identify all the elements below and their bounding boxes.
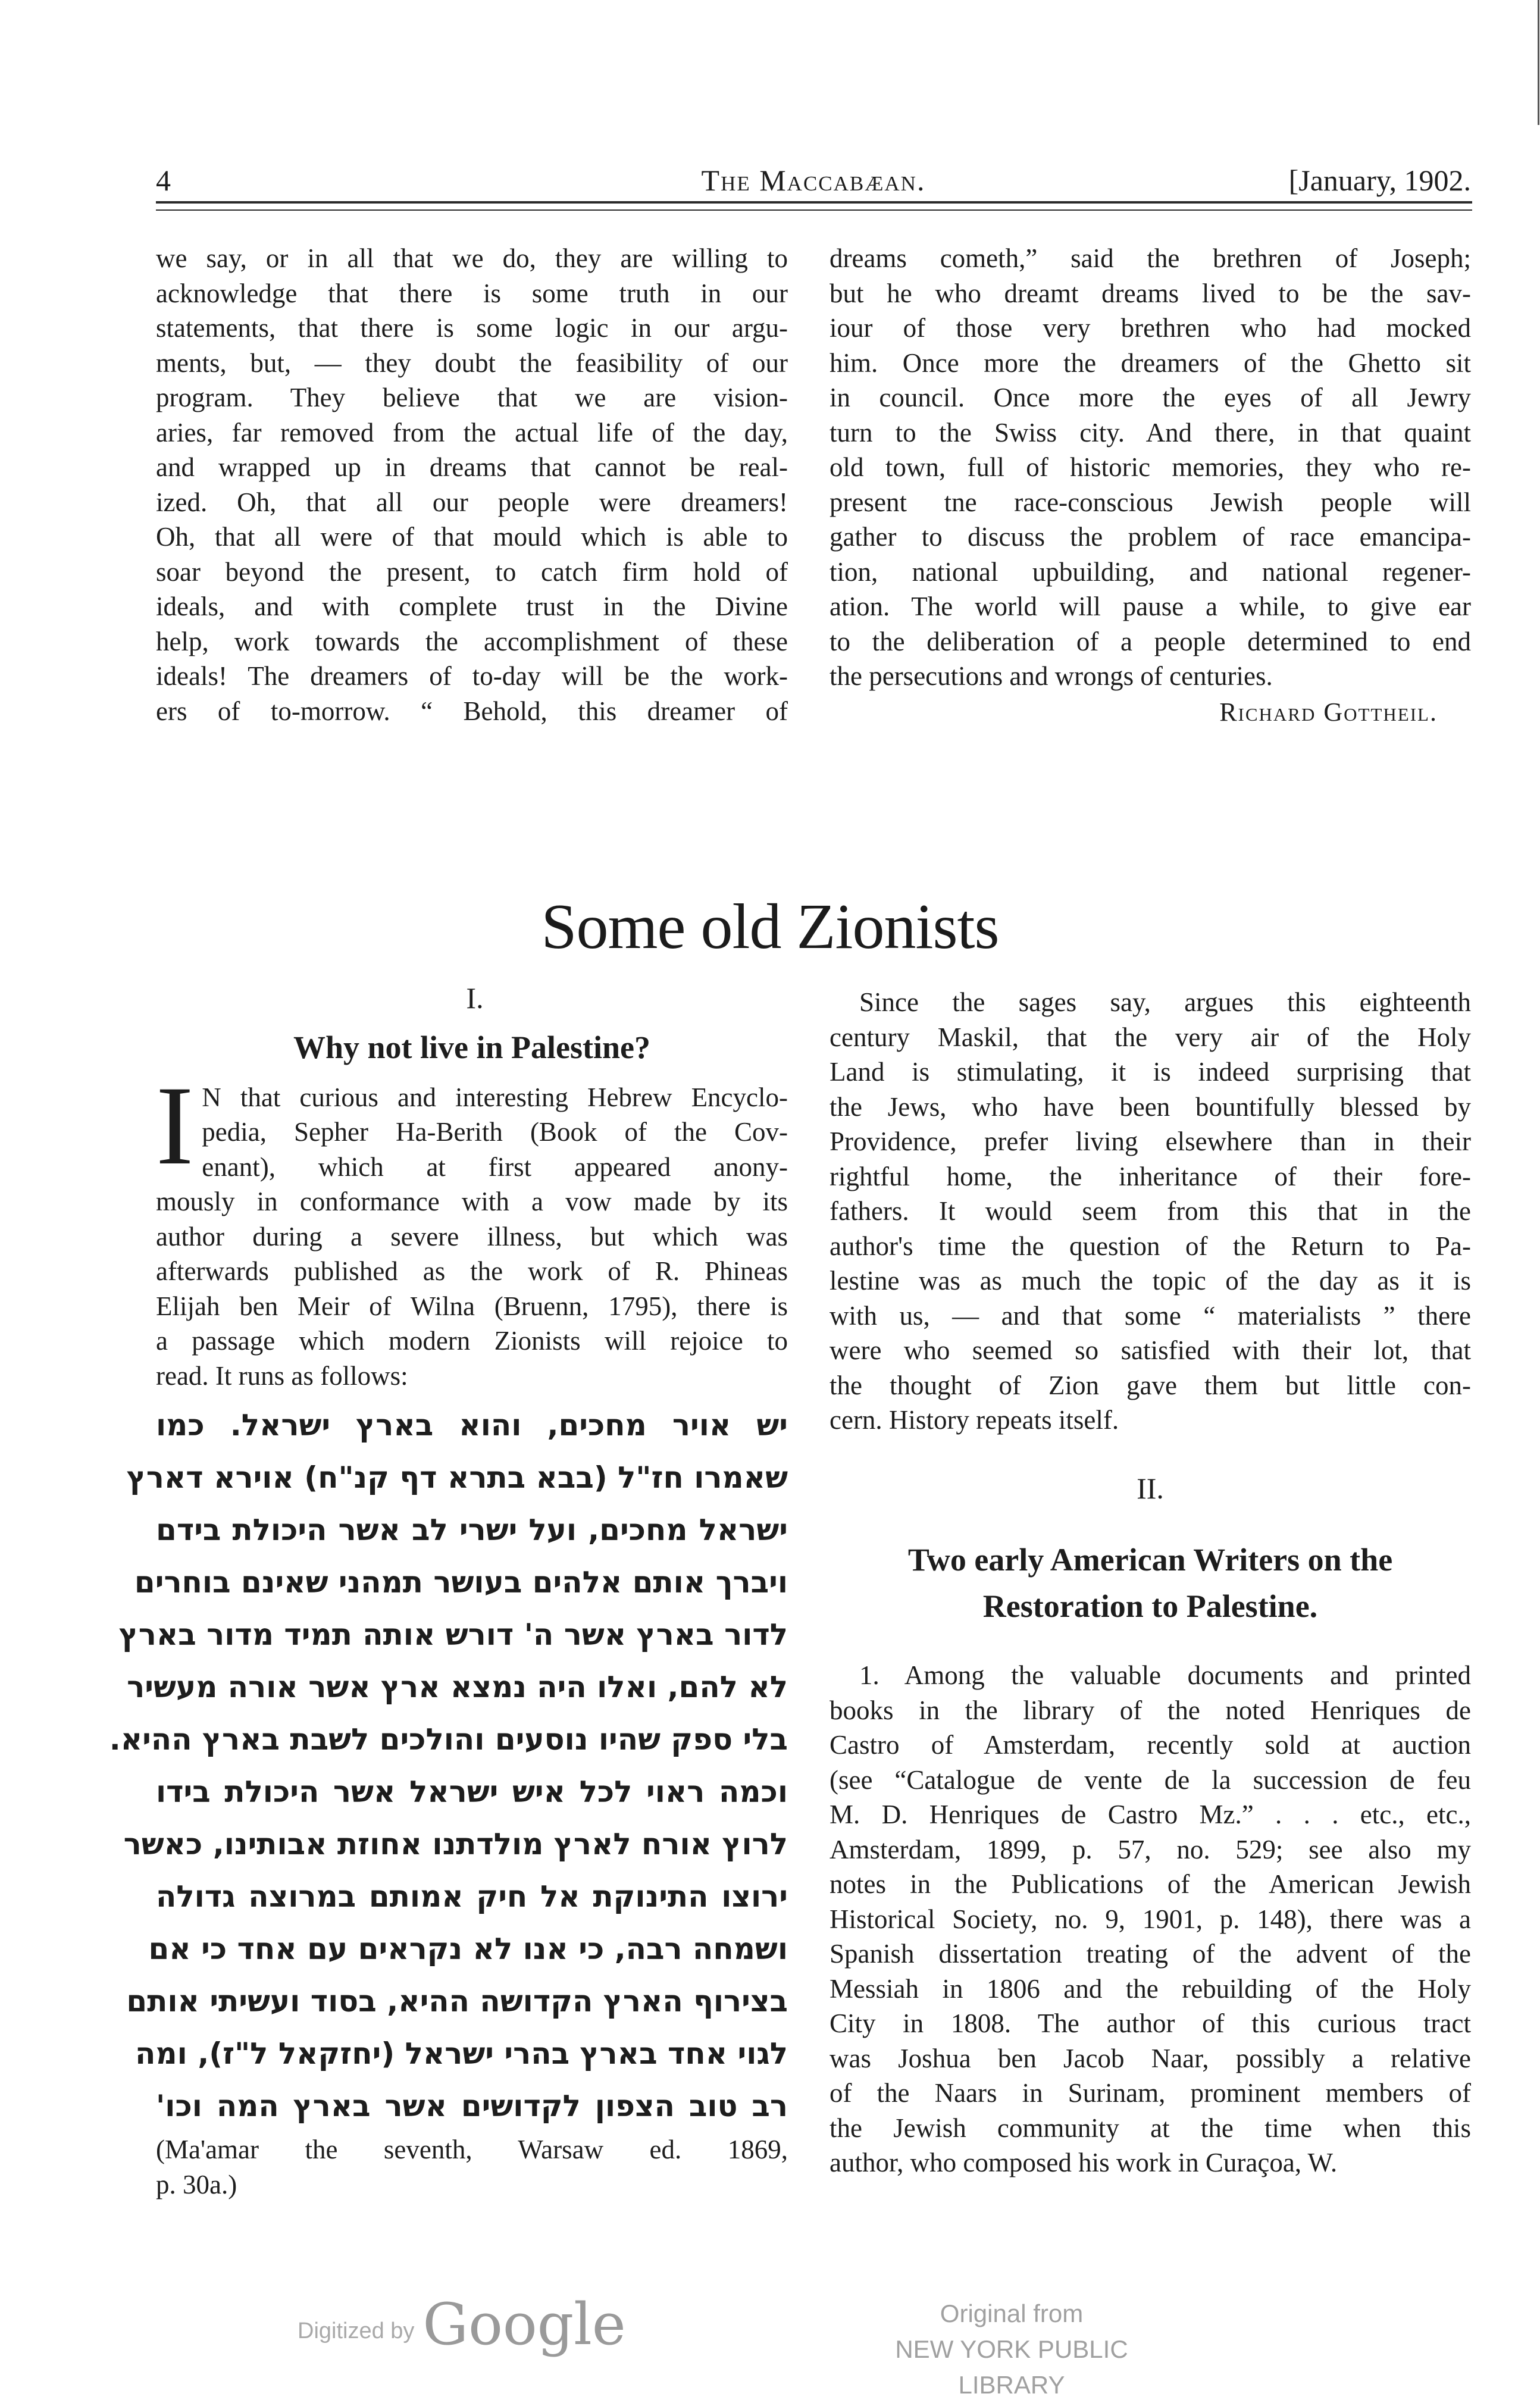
digitized-by-google bbox=[298, 2291, 626, 2358]
text-line: Elijah ben Meir of Wilna (Bruenn, 1795), there is bbox=[156, 1291, 788, 1321]
text-line: Historical Society, no. 9, 1901, p. 148), there was a bbox=[830, 1904, 1471, 1934]
text-line: City in 1808. The author of this curious tract bbox=[830, 2008, 1471, 2038]
text-line: Messiah in 1806 and the rebuilding of the Holy bbox=[830, 1973, 1471, 2004]
section-2-heading-line-2: Restoration to Palestine. bbox=[982, 1588, 1318, 1624]
original-from-label: Original from bbox=[940, 2299, 1084, 2327]
section-2-heading-line-1: Two early American Writers on the bbox=[907, 1542, 1393, 1578]
text-line: turn to the Swiss city. And there, in that quaint bbox=[830, 417, 1471, 448]
text-line: mously in conformance with a vow made by its bbox=[156, 1187, 788, 1216]
hebrew-line: ויברך אותם אלהים בעושר תמהני שאינם בוחרים bbox=[134, 1565, 788, 1600]
text-line: author during a severe illness, but which was bbox=[156, 1221, 788, 1251]
text-line: present tne race-conscious Jewish people will bbox=[830, 487, 1471, 517]
text-line: him. Once more the dreamers of the Ghetto sit bbox=[830, 348, 1471, 378]
section-1-numeral: I. bbox=[466, 981, 484, 1015]
text-line: of the Naars in Surinam, prominent members of bbox=[830, 2078, 1471, 2108]
text-line: Spanish dissertation treating of the advent of the bbox=[830, 1939, 1471, 1969]
running-header bbox=[156, 159, 1471, 201]
issue-date: [January, 1902. bbox=[1288, 164, 1471, 197]
text-line: author, who composed his work in Curaçoa, W. bbox=[830, 2148, 1338, 2177]
top-left-column bbox=[156, 241, 788, 728]
section-2-numeral: II. bbox=[1137, 1471, 1164, 1505]
text-line: Land is stimulating, it is indeed surprising that bbox=[830, 1057, 1471, 1087]
hebrew-line: לרוץ אורח לארץ מולדתנו אחוזת אבותינו, כאשר bbox=[123, 1827, 788, 1861]
text-line: century Maskil, that the very air of the Holy bbox=[830, 1022, 1471, 1052]
text-line: pedia, Sepher Ha-Berith (Book of the Cov- bbox=[202, 1117, 788, 1147]
intro-text bbox=[156, 1063, 788, 1394]
text-line: lestine was as much the topic of the day as it is bbox=[830, 1266, 1471, 1296]
text-line: to the deliberation of a people determined to end bbox=[830, 626, 1471, 656]
text-line: ized. Oh, that all our people were dreamers! bbox=[156, 487, 788, 517]
page-number: 4 bbox=[156, 164, 171, 197]
text-line: cern. History repeats itself. bbox=[830, 1405, 1119, 1435]
text-line: Amsterdam, 1899, p. 57, no. 529; see also my bbox=[830, 1834, 1471, 1864]
google-logo: Google bbox=[422, 2291, 626, 2358]
text-line: in council. Once more the eyes of all Jewry bbox=[830, 383, 1471, 412]
header-rule-thin bbox=[156, 209, 1472, 211]
citation-line: (Ma'amar the seventh, Warsaw ed. 1869, bbox=[156, 2135, 788, 2164]
text-line: and wrapped up in dreams that cannot be real- bbox=[156, 452, 788, 482]
section-1-column bbox=[109, 981, 788, 2202]
text-line: ments, but, — they doubt the feasibility of our bbox=[156, 348, 788, 378]
text-line: the Jewish community at the time when this bbox=[830, 2113, 1471, 2143]
page-edge-mark bbox=[1538, 0, 1539, 125]
hebrew-line: ושמחה רבה, כי אנו לא נקראים עם אחד כי אם bbox=[148, 1932, 788, 1966]
hebrew-passage bbox=[109, 1399, 788, 2132]
right-paragraph-2 bbox=[830, 1658, 1471, 2180]
hebrew-line: וכמה ראוי לכל איש ישראל אשר היכולת בידו bbox=[156, 1775, 788, 1809]
text-line: Since the sages say, argues this eighteenth bbox=[859, 987, 1471, 1017]
library-name: NEW YORK PUBLIC LIBRARY bbox=[895, 2335, 1128, 2399]
text-line: Castro of Amsterdam, recently sold at auction bbox=[830, 1730, 1471, 1760]
section-right-column bbox=[830, 985, 1471, 2180]
header-rule bbox=[156, 201, 1472, 204]
hebrew-line: שאמרו חז"ל (בבא בתרא דף קנ"ח) אוירא דארץ bbox=[126, 1460, 788, 1495]
text-line: (see “Catalogue de vente de la succession de feu bbox=[830, 1764, 1471, 1795]
hebrew-line: לדור בארץ אשר ה' דורש אותה תמיד מדור בארץ bbox=[118, 1617, 788, 1652]
text-line: help, work towards the accomplishment of these bbox=[156, 626, 788, 656]
signature: Richard Gottheil. bbox=[1219, 697, 1438, 727]
text-line: ers of to-morrow. “ Behold, this dreamer of bbox=[156, 696, 788, 726]
text-line: acknowledge that there is some truth in our bbox=[156, 278, 788, 308]
citation bbox=[156, 2132, 788, 2202]
section-1-heading: Why not live in Palestine? bbox=[293, 1029, 650, 1065]
text-line: Oh, that all were of that mould which is able to bbox=[156, 522, 788, 552]
text-line: enant), which at first appeared anony- bbox=[202, 1152, 788, 1182]
top-right-column bbox=[830, 241, 1471, 730]
text-line: author's time the question of the Return to Pa- bbox=[830, 1231, 1471, 1261]
top-right-text bbox=[830, 241, 1471, 694]
hebrew-line: ירוצו התינוקת אל חיק אמותם במרוצה גדולה bbox=[156, 1879, 788, 1914]
drop-cap: I bbox=[156, 1063, 194, 1188]
hebrew-line: בצירוף הארץ הקדושה ההיא, בסוד ועשיתי אותם bbox=[126, 1984, 788, 2019]
text-line: fathers. It would seem from this that in the bbox=[830, 1196, 1471, 1226]
text-line: were who seemed so satisfied with their lot, that bbox=[830, 1335, 1471, 1365]
text-line: soar beyond the present, to catch firm hold of bbox=[156, 556, 788, 587]
text-line: ideals! The dreamers of to-day will be the work- bbox=[156, 661, 788, 691]
text-line: ation. The world will pause a while, to give ear bbox=[830, 592, 1471, 621]
article-title: Some old Zionists bbox=[541, 891, 999, 962]
hebrew-line: יש אויר מחכים, והוא בארץ ישראל. כמו bbox=[156, 1408, 788, 1443]
text-line: old town, full of historic memories, they who re- bbox=[830, 452, 1471, 482]
hebrew-line: לגוי אחד בארץ בהרי ישראל (יחזקאל ל"ז), ומה bbox=[135, 2036, 788, 2071]
text-line: was Joshua ben Jacob Naar, possibly a relative bbox=[830, 2043, 1471, 2073]
text-line: M. D. Henriques de Castro Mz.” . . . etc., etc., bbox=[830, 1800, 1471, 1829]
hebrew-line: רב טוב הצפון לקדושים אשר בארץ המה וכו' bbox=[156, 2089, 788, 2123]
text-line: ideals, and with complete trust in the Divine bbox=[156, 592, 788, 621]
text-line: iour of those very brethren who had mocked bbox=[830, 313, 1471, 343]
text-line: books in the library of the noted Henriques de bbox=[830, 1695, 1471, 1725]
text-line: the thought of Zion gave them but little con- bbox=[830, 1370, 1471, 1400]
citation-line: p. 30a.) bbox=[156, 2169, 237, 2199]
text-line: tion, national upbuilding, and national regener- bbox=[830, 556, 1471, 587]
text-line: rightful home, the inheritance of their fore- bbox=[830, 1161, 1471, 1191]
text-line: read. It runs as follows: bbox=[156, 1360, 408, 1391]
text-line: but he who dreamt dreams lived to be the sav- bbox=[830, 278, 1471, 308]
top-left-text bbox=[156, 241, 788, 728]
text-line: gather to discuss the problem of race emancipa- bbox=[830, 522, 1471, 552]
text-line: 1. Among the valuable documents and printed bbox=[859, 1660, 1471, 1690]
text-line: N that curious and interesting Hebrew Encyclo- bbox=[202, 1082, 788, 1112]
text-line: statements, that there is some logic in our argu- bbox=[156, 313, 788, 343]
text-line: afterwards published as the work of R. Phineas bbox=[156, 1256, 788, 1286]
text-line: Providence, prefer living elsewhere than in their bbox=[830, 1127, 1471, 1156]
text-line: program. They believe that we are vision- bbox=[156, 383, 788, 412]
text-line: we say, or in all that we do, they are willing to bbox=[156, 243, 788, 273]
text-line: the Jews, who have been bountifully blessed by bbox=[830, 1091, 1471, 1122]
digitized-by-label: Digitized by bbox=[298, 2318, 415, 2343]
text-line: with us, — and that some “ materialists ” there bbox=[830, 1300, 1471, 1331]
text-line: a passage which modern Zionists will rejoice to bbox=[156, 1326, 788, 1356]
hebrew-line: בלי ספק שהיו נוסעים והולכים לשבת בארץ ההיא. bbox=[109, 1722, 788, 1757]
text-line: the persecutions and wrongs of centuries. bbox=[830, 661, 1273, 691]
hebrew-line: לא להם, ואלו היה נמצא ארץ אשר אורה מעשיר bbox=[127, 1670, 788, 1704]
library-credit bbox=[851, 2296, 1172, 2403]
text-line: notes in the Publications of the American Jewish bbox=[830, 1869, 1471, 1899]
hebrew-line: ישראל מחכים, ועל ישרי לב אשר היכולת בידם bbox=[156, 1513, 788, 1547]
journal-title: The Maccabæan. bbox=[701, 164, 926, 197]
right-paragraph-1 bbox=[830, 985, 1471, 1438]
text-line: dreams cometh,” said the brethren of Joseph; bbox=[830, 243, 1471, 273]
section-1-intro bbox=[156, 1063, 788, 1394]
text-line: aries, far removed from the actual life of the day, bbox=[156, 417, 788, 448]
